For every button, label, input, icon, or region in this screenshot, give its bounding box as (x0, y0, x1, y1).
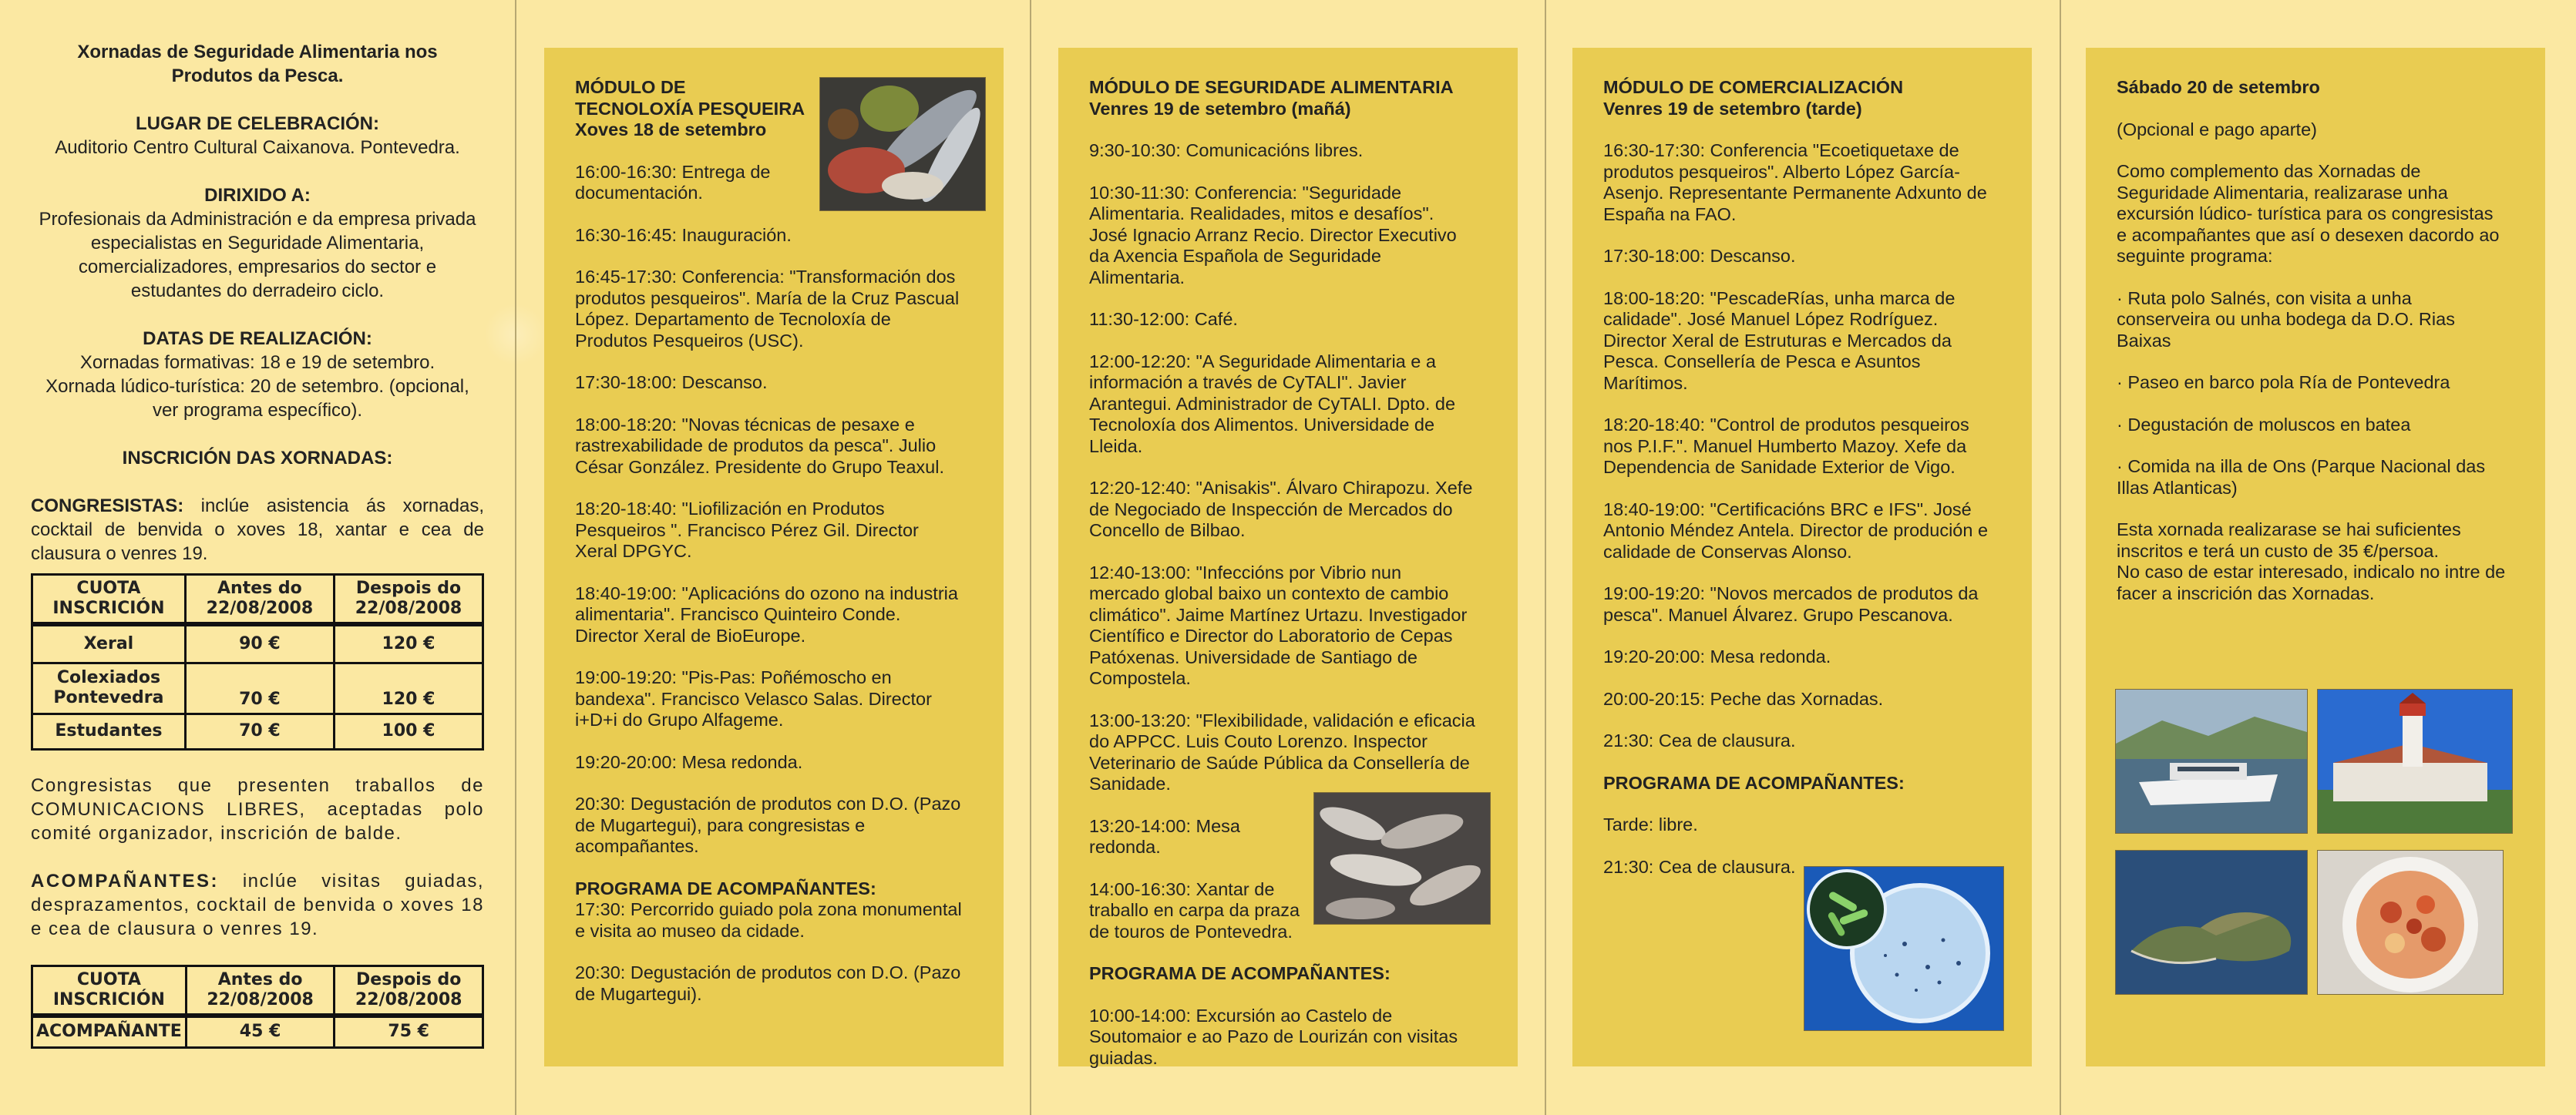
table-header-cell: Antes do 22/08/2008 (185, 575, 334, 625)
companion-label: ACOMPAÑANTES: (31, 870, 220, 892)
table-cell: 70 € (185, 663, 334, 714)
table-header-cell: CUOTA INSCRICIÓN (32, 575, 186, 625)
companion-program-heading: PROGRAMA DE ACOMPAÑANTES: (1603, 772, 1905, 793)
companion-item: 10:00-14:00: Excursión ao Castelo de Soutomaior e ao Pazo de Lourizán con visitas guiadas. (1089, 1005, 1458, 1068)
companion-item: 21:30: Cea de clausura. (1603, 856, 1796, 877)
schedule-item: 9:30-10:30: Comunicacións libres. (1089, 140, 1364, 160)
table-cell: 120 € (334, 663, 483, 714)
schedule-item: 13:20-14:00: Mesa redonda. (1089, 815, 1240, 857)
excursion-item: · Ruta polo Salnés, con visita a unha conserveira ou unha bodega da D.O. Rias Baixas (2117, 287, 2455, 351)
schedule-item: 16:30-17:30: Conferencia "Ecoetiquetaxe de produtos pesqueiros". Alberto López García- Asenjo. Representante Permanente Adxunto de España na FAO. (1603, 140, 1987, 224)
day-heading: Sábado 20 de setembro (2117, 77, 2320, 97)
schedule-item: 21:30: Cea de clausura. (1603, 730, 1796, 751)
congress-text (31, 494, 484, 566)
schedule-item: 18:40-19:00: "Certificacións BRC e IFS". José Antonio Méndez Antela. Director de produción e calidade de Conservas Alonso. (1603, 499, 1989, 562)
event-title: Xornadas de Seguridade Alimentaria nos Produtos da Pesca. (77, 42, 438, 86)
audience-heading: DIRIXIDO A: (204, 185, 311, 206)
registration-heading: INSCRICIÓN DAS XORNADAS: (122, 448, 393, 469)
table-row (32, 1016, 483, 1048)
schedule-item: 19:20-20:00: Mesa redonda. (1603, 646, 1831, 667)
schedule-item: 19:20-20:00: Mesa redonda. (575, 751, 803, 772)
fold-line-4 (2060, 0, 2061, 1115)
table-cell: 45 € (186, 1016, 335, 1048)
congress-label: CONGRESISTAS: (31, 495, 184, 516)
companion-item: 20:30: Degustación de produtos con D.O. (Pazo de Mugartegui). (575, 962, 961, 1004)
venue-section (31, 112, 484, 160)
table-cell: Estudantes (32, 714, 186, 749)
schedule-item: 17:30-18:00: Descanso. (1603, 246, 1796, 266)
fold-line-3 (1545, 0, 1546, 1115)
companion-program-heading: PROGRAMA DE ACOMPAÑANTES: (575, 878, 876, 898)
fold-line-2 (1030, 0, 1031, 1115)
table-header-cell: CUOTA INSCRICIÓN (32, 966, 187, 1016)
seafood-plate-photo (2317, 850, 2504, 995)
schedule-item: 12:40-13:00: "Infeccións por Vibrio nun mercado global baixo un contexto de cambio climático". Jaime Martínez Urtazu. Investigador Científico e Director do Laboratorio de Cepas Patóxenas. Universidade de Santiago de Compostela. (1089, 562, 1468, 688)
congress-desc: inclúe asistencia ás xornadas, cocktail de benvida o xoves 18, xantar e cea de clausura o venres 19. (31, 495, 484, 564)
table-cell: Colexiados Pontevedra (32, 663, 186, 714)
table-header-row (32, 966, 483, 1016)
panel-info (31, 40, 484, 1072)
companion-program-heading: PROGRAMA DE ACOMPAÑANTES: (1089, 963, 1391, 983)
dates-section (31, 327, 484, 422)
excursion-item: · Degustación de moluscos en batea (2117, 414, 2411, 435)
panel-food-safety (1058, 48, 1518, 1066)
audience-section (31, 183, 484, 303)
companion-item: 17:30: Percorrido guiado pola zona monumental e visita ao museo da cidade. (575, 899, 962, 941)
schedule-item: 17:30-18:00: Descanso. (575, 372, 768, 392)
schedule-item: 20:00-20:15: Peche das Xornadas. (1603, 688, 1884, 709)
schedule-item: 19:00-19:20: "Novos mercados de produtos da pesca". Manuel Álvarez. Grupo Pescanova. (1603, 583, 1979, 625)
panel-saturday-excursion (2086, 48, 2545, 1066)
schedule-item: 16:00-16:30: Entrega de documentación. (575, 161, 771, 203)
venue-text: Auditorio Centro Cultural Caixanova. Pontevedra. (55, 137, 460, 158)
schedule-item: 16:30-16:45: Inauguración. (575, 224, 792, 245)
table-header-row (32, 575, 483, 625)
module-heading: MÓDULO DE COMERCIALIZACIÓN Venres 19 de setembro (tarde) (1603, 77, 1904, 119)
fish-market-photo (819, 77, 986, 211)
audience-text: Profesionais da Administración e da empresa privada especialistas en Seguridade Alimentaria, comercializadores, empresarios do sector e estudantes do derradeiro ciclo. (39, 209, 476, 301)
excursion-item: Como complemento das Xornadas de Seguridade Alimentaria, realizarase unha excursión lúdico- turística para os congresistas e acompañantes que así o desexen dacordo ao seguinte programa: (2117, 161, 2500, 266)
table-cell: Xeral (32, 624, 186, 663)
table-cell: 70 € (185, 714, 334, 749)
island-aerial-photo (2115, 850, 2308, 995)
fish-crate-photo (1313, 792, 1491, 925)
panel-fishing-technology (544, 48, 1004, 1066)
table-cell: 120 € (334, 624, 483, 663)
table-row (32, 663, 483, 714)
schedule-item: 18:40-19:00: "Aplicacións do ozono na industria alimentaria". Francisco Quinteiro Conde. Director Xeral de BioEurope. (575, 583, 958, 646)
table-cell: ACOMPAÑANTE (32, 1016, 187, 1048)
table-cell: 75 € (335, 1016, 483, 1048)
schedule-item: 18:00-18:20: "PescadeRías, unha marca de calidade". José Manuel López Rodríguez. Director Xeral de Estruturas e Mercados da Pesca. Consellería de Pesca e Asuntos Marítimos. (1603, 287, 1956, 393)
module-heading: MÓDULO DE SEGURIDADE ALIMENTARIA Venres 19 de setembro (mañá) (1089, 77, 1454, 119)
bacteria-petri-dish-image (1804, 866, 2004, 1031)
table-header-cell: Despois do 22/08/2008 (334, 575, 483, 625)
schedule-item: 10:30-11:30: Conferencia: "Seguridade Alimentaria. Realidades, mitos e desafíos". José Ignacio Arranz Recio. Director Executivo da Axencia Española de Seguridade Alimentaria. (1089, 182, 1457, 287)
table-cell: 100 € (334, 714, 483, 749)
table-cell: 90 € (185, 624, 334, 663)
dates-heading: DATAS DE REALIZACIÓN: (143, 328, 372, 349)
lighthouse-photo (2317, 689, 2513, 834)
schedule-item: 18:20-18:40: "Liofilización en Produtos Pesqueiros ". Francisco Pérez Gil. Director Xeral DPGYC. (575, 499, 919, 561)
free-papers-text: Congresistas que presenten traballos de COMUNICACIONS LIBRES, aceptadas polo comité organizador, inscrición de balde. (31, 774, 484, 844)
panel-commercialization (1572, 48, 2032, 1066)
table-header-cell: Despois do 22/08/2008 (335, 966, 483, 1016)
dates-text: Xornadas formativas: 18 e 19 de setembro. Xornada lúdico-turística: 20 de setembro. (opcional, ver programa específico). (45, 352, 469, 421)
schedule-item: 18:00-18:20: "Novas técnicas de pesaxe e rastrexabilidade de produtos da pesca". Julio César González. Presidente do Grupo Teaxul. (575, 414, 944, 477)
fee-table-congress (31, 573, 484, 751)
companion-desc: inclúe visitas guiadas, desprazamentos, cocktail de benvida o xoves 18 e cea de clausura o venres 19. (31, 870, 484, 939)
excursion-item: Esta xornada realizarase se hai suficientes inscritos e terá un custo de 35 €/persoa. No caso de estar interesado, indicalo no intre de facer a inscrición das Xornadas. (2117, 519, 2506, 603)
table-row (32, 714, 483, 749)
module-heading: MÓDULO DE TECNOLOXÍA PESQUEIRA Xoves 18 de setembro (575, 77, 805, 139)
schedule-item: 14:00-16:30: Xantar de traballo en carpa da praza de touros de Pontevedra. (1089, 878, 1300, 942)
schedule-item: 16:45-17:30: Conferencia: "Transformación dos produtos pesqueiros". María de la Cruz Pascual López. Departamento de Tecnoloxía de Produtos Pesqueiros (USC). (575, 267, 960, 351)
excursion-item: · Comida na illa de Ons (Parque Nacional das Illas Atlanticas) (2117, 456, 2486, 498)
fee-table-companion (31, 965, 484, 1050)
schedule-item: 11:30-12:00: Café. (1089, 309, 1238, 329)
excursion-item: · Paseo en barco pola Ría de Pontevedra (2117, 372, 2450, 392)
schedule-item: 12:20-12:40: "Anisakis". Álvaro Chirapozu. Xefe de Negociado de Inspección de Mercados do Concello de Bilbao. (1089, 478, 1473, 540)
companion-text (31, 869, 484, 941)
venue-heading: LUGAR DE CELEBRACIÓN: (136, 113, 379, 134)
excursion-item: (Opcional e pago aparte) (2117, 119, 2317, 139)
schedule-item: 13:00-13:20: "Flexibilidade, validación e eficacia do APPCC. Luis Couto Lorenzo. Inspector Veterinario de Saúde Pública da Consellería de Sanidade. (1089, 710, 1475, 794)
fold-line-1 (515, 0, 516, 1115)
table-header-cell: Antes do 22/08/2008 (186, 966, 335, 1016)
companion-item: Tarde: libre. (1603, 814, 1698, 835)
table-row (32, 624, 483, 663)
schedule-item: 18:20-18:40: "Control de produtos pesqueiros nos P.I.F.". Manuel Humberto Mazoy. Xefe da Dependencia de Sanidade Exterior de Vigo. (1603, 415, 1969, 477)
schedule-item: 12:00-12:20: "A Seguridade Alimentaria e a información a través de CyTALI". Javier Arantegui. Administrador de CyTALI. Dpto. de Tecnoloxía dos Alimentos. Universidade de Lleida. (1089, 351, 1456, 456)
boat-photo (2115, 689, 2308, 834)
schedule-item: 20:30: Degustación de produtos con D.O. (Pazo de Mugartegui), para congresistas e acompañantes. (575, 794, 961, 856)
schedule-item: 19:00-19:20: "Pis-Pas: Poñémoscho en bandexa". Francisco Velasco Salas. Director i+D+i do Grupo Alfageme. (575, 667, 932, 730)
